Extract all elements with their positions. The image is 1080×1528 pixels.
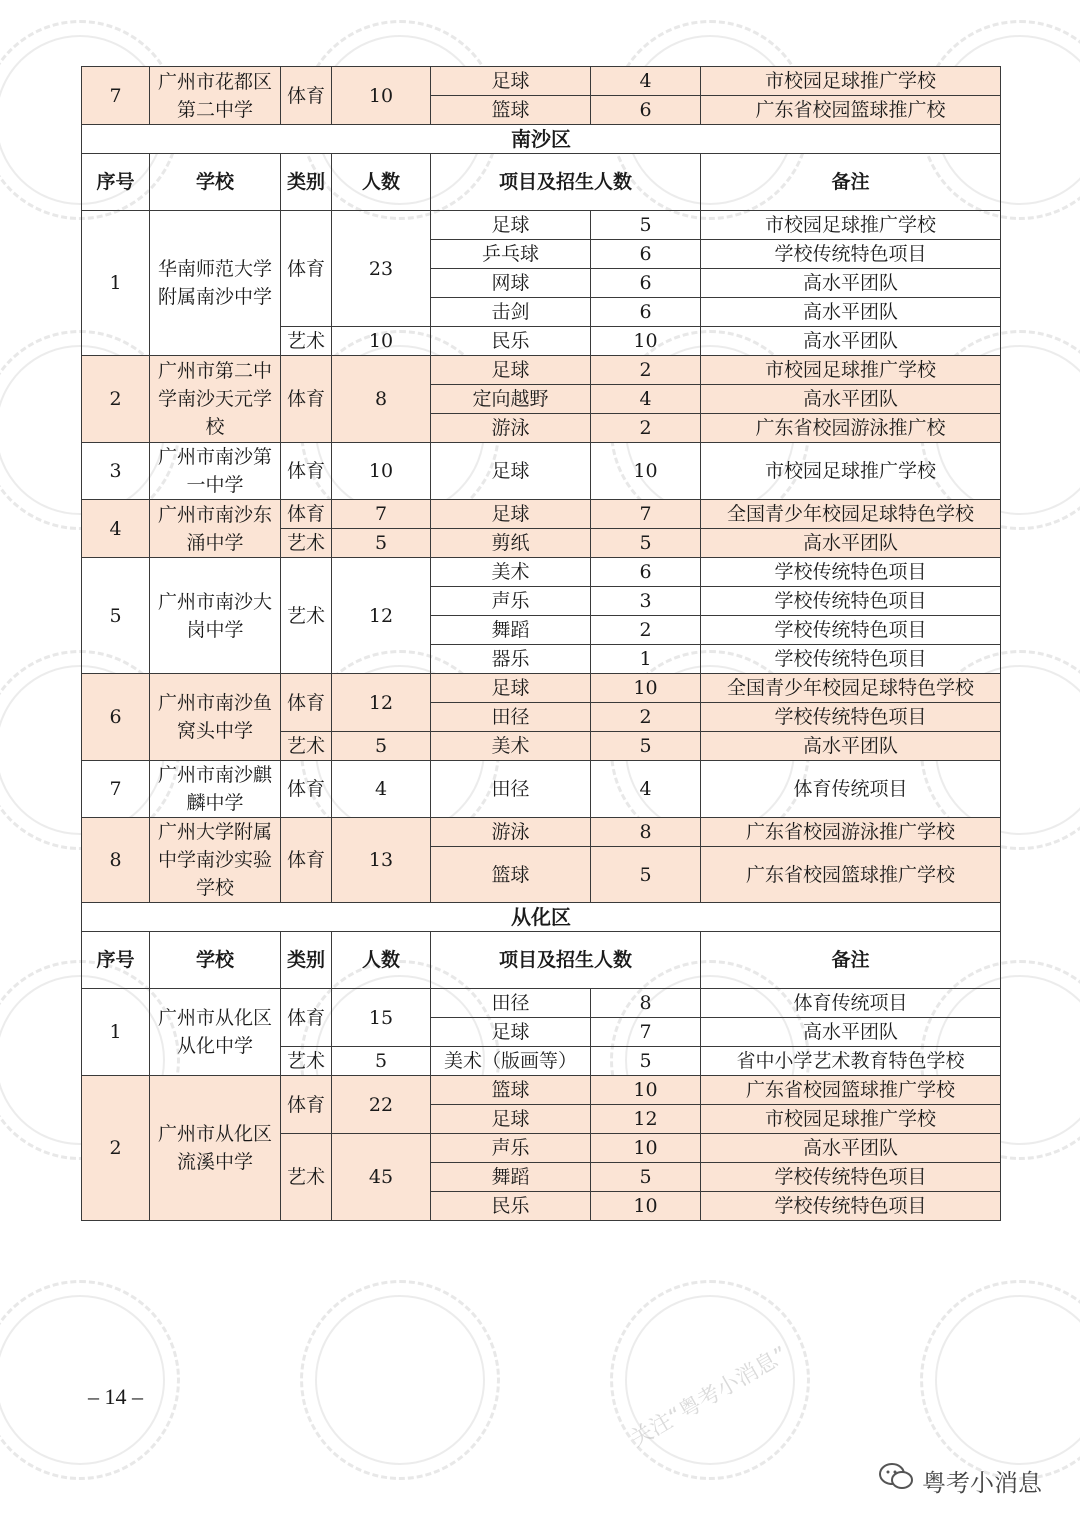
seq-cell: 7 (82, 67, 150, 125)
count-cell: 10 (332, 443, 431, 500)
district-row (82, 125, 1001, 154)
watermark-stamp (920, 1280, 1080, 1480)
note-cell: 学校传统特色项目 (701, 1163, 1001, 1192)
count-cell: 15 (332, 989, 431, 1047)
project-cell: 网球 (431, 269, 591, 298)
count-cell: 5 (332, 1047, 431, 1076)
project-count-cell: 4 (591, 67, 701, 96)
note-cell: 高水平团队 (701, 269, 1001, 298)
category-cell: 体育 (281, 211, 332, 327)
enrollment-table (81, 66, 1001, 1221)
project-count-cell: 6 (591, 240, 701, 269)
project-cell: 足球 (431, 674, 591, 703)
count-cell: 22 (332, 1076, 431, 1134)
category-cell: 艺术 (281, 1134, 332, 1221)
header-school: 学校 (150, 932, 281, 989)
header-seq: 序号 (82, 932, 150, 989)
project-count-cell: 5 (591, 1047, 701, 1076)
project-count-cell: 5 (591, 1163, 701, 1192)
note-cell: 体育传统项目 (701, 761, 1001, 818)
project-count-cell: 6 (591, 298, 701, 327)
project-cell: 足球 (431, 211, 591, 240)
project-cell: 美术 (431, 558, 591, 587)
header-count: 人数 (332, 932, 431, 989)
project-count-cell: 6 (591, 269, 701, 298)
header-category: 类别 (281, 154, 332, 211)
category-cell: 体育 (281, 500, 332, 529)
district-title: 从化区 (82, 903, 1001, 932)
project-count-cell: 6 (591, 558, 701, 587)
project-count-cell: 10 (591, 443, 701, 500)
note-cell: 广东省校园游泳推广校 (701, 414, 1001, 443)
project-cell: 田径 (431, 989, 591, 1018)
wechat-icon (878, 1462, 914, 1498)
table-row (82, 67, 1001, 96)
note-cell: 学校传统特色项目 (701, 616, 1001, 645)
project-cell: 游泳 (431, 414, 591, 443)
table-row (82, 1076, 1001, 1105)
seq-cell: 7 (82, 761, 150, 818)
project-count-cell: 7 (591, 1018, 701, 1047)
district-title: 南沙区 (82, 125, 1001, 154)
project-cell: 足球 (431, 1105, 591, 1134)
count-cell: 4 (332, 761, 431, 818)
note-cell: 高水平团队 (701, 385, 1001, 414)
header-school: 学校 (150, 154, 281, 211)
district-row (82, 903, 1001, 932)
category-cell: 体育 (281, 761, 332, 818)
note-cell: 广东省校园篮球推广校 (701, 96, 1001, 125)
table-row (82, 818, 1001, 847)
note-cell: 市校园足球推广学校 (701, 67, 1001, 96)
count-cell: 12 (332, 674, 431, 732)
header-project: 项目及招生人数 (431, 932, 701, 989)
category-cell: 体育 (281, 67, 332, 125)
school-cell: 华南师范大学附属南沙中学 (150, 211, 281, 356)
school-cell: 广州市南沙东涌中学 (150, 500, 281, 558)
project-cell: 美术（版画等） (431, 1047, 591, 1076)
school-cell: 广州市第二中学南沙天元学校 (150, 356, 281, 443)
project-count-cell: 5 (591, 211, 701, 240)
note-cell: 高水平团队 (701, 529, 1001, 558)
project-cell: 声乐 (431, 1134, 591, 1163)
watermark-stamp (300, 1280, 500, 1480)
school-cell: 广州市南沙第一中学 (150, 443, 281, 500)
project-count-cell: 10 (591, 327, 701, 356)
project-count-cell: 2 (591, 616, 701, 645)
project-count-cell: 2 (591, 414, 701, 443)
header-note: 备注 (701, 154, 1001, 211)
seq-cell: 2 (82, 1076, 150, 1221)
note-cell: 广东省校园篮球推广学校 (701, 1076, 1001, 1105)
table-row (82, 211, 1001, 240)
seq-cell: 6 (82, 674, 150, 761)
project-cell: 足球 (431, 67, 591, 96)
seq-cell: 2 (82, 356, 150, 443)
project-count-cell: 10 (591, 1134, 701, 1163)
count-cell: 10 (332, 67, 431, 125)
project-cell: 民乐 (431, 1192, 591, 1221)
note-cell: 广东省校园游泳推广学校 (701, 818, 1001, 847)
school-cell: 广州市从化区流溪中学 (150, 1076, 281, 1221)
count-cell: 5 (332, 529, 431, 558)
category-cell: 艺术 (281, 558, 332, 674)
project-cell: 舞蹈 (431, 616, 591, 645)
note-cell: 体育传统项目 (701, 989, 1001, 1018)
category-cell: 体育 (281, 674, 332, 732)
header-category: 类别 (281, 932, 332, 989)
category-cell: 艺术 (281, 327, 332, 356)
footer-brand (878, 1462, 1042, 1498)
note-cell: 高水平团队 (701, 327, 1001, 356)
project-cell: 定向越野 (431, 385, 591, 414)
count-cell: 10 (332, 327, 431, 356)
category-cell: 体育 (281, 989, 332, 1047)
header-project: 项目及招生人数 (431, 154, 701, 211)
school-cell: 广州市花都区第二中学 (150, 67, 281, 125)
category-cell: 艺术 (281, 1047, 332, 1076)
category-cell: 体育 (281, 443, 332, 500)
project-count-cell: 10 (591, 674, 701, 703)
school-cell: 广州市南沙麒麟中学 (150, 761, 281, 818)
note-cell: 市校园足球推广学校 (701, 356, 1001, 385)
count-cell: 45 (332, 1134, 431, 1221)
count-cell: 5 (332, 732, 431, 761)
project-count-cell: 7 (591, 500, 701, 529)
project-cell: 器乐 (431, 645, 591, 674)
project-cell: 游泳 (431, 818, 591, 847)
header-note: 备注 (701, 932, 1001, 989)
project-count-cell: 2 (591, 356, 701, 385)
table-row (82, 674, 1001, 703)
project-count-cell: 10 (591, 1076, 701, 1105)
count-cell: 7 (332, 500, 431, 529)
project-cell: 篮球 (431, 96, 591, 125)
note-cell: 市校园足球推广学校 (701, 443, 1001, 500)
note-cell: 学校传统特色项目 (701, 558, 1001, 587)
note-cell: 学校传统特色项目 (701, 703, 1001, 732)
note-cell: 省中小学艺术教育特色学校 (701, 1047, 1001, 1076)
note-cell: 全国青少年校园足球特色学校 (701, 500, 1001, 529)
project-count-cell: 3 (591, 587, 701, 616)
count-cell: 13 (332, 818, 431, 903)
project-count-cell: 2 (591, 703, 701, 732)
project-count-cell: 4 (591, 761, 701, 818)
note-cell: 学校传统特色项目 (701, 240, 1001, 269)
project-cell: 篮球 (431, 1076, 591, 1105)
school-cell: 广州市南沙大岗中学 (150, 558, 281, 674)
seq-cell: 4 (82, 500, 150, 558)
project-cell: 剪纸 (431, 529, 591, 558)
table-row (82, 356, 1001, 385)
note-cell: 学校传统特色项目 (701, 1192, 1001, 1221)
project-cell: 田径 (431, 703, 591, 732)
category-cell: 艺术 (281, 529, 332, 558)
seq-cell: 1 (82, 211, 150, 356)
note-cell: 高水平团队 (701, 298, 1001, 327)
project-cell: 击剑 (431, 298, 591, 327)
count-cell: 8 (332, 356, 431, 443)
project-cell: 美术 (431, 732, 591, 761)
category-cell: 体育 (281, 818, 332, 903)
count-cell: 23 (332, 211, 431, 327)
project-cell: 田径 (431, 761, 591, 818)
school-cell: 广州市南沙鱼窝头中学 (150, 674, 281, 761)
project-count-cell: 5 (591, 529, 701, 558)
project-count-cell: 1 (591, 645, 701, 674)
page-number: – 14 – (88, 1384, 143, 1409)
school-cell: 广州市从化区从化中学 (150, 989, 281, 1076)
count-cell: 12 (332, 558, 431, 674)
project-count-cell: 4 (591, 385, 701, 414)
project-cell: 足球 (431, 356, 591, 385)
project-count-cell: 8 (591, 989, 701, 1018)
table-row (82, 558, 1001, 587)
note-cell: 学校传统特色项目 (701, 587, 1001, 616)
project-cell: 篮球 (431, 847, 591, 903)
category-cell: 体育 (281, 356, 332, 443)
project-cell: 足球 (431, 500, 591, 529)
project-cell: 足球 (431, 1018, 591, 1047)
project-count-cell: 10 (591, 1192, 701, 1221)
header-row (82, 154, 1001, 211)
watermark-text: 关注“粤考小消息” (626, 1342, 793, 1453)
project-cell: 声乐 (431, 587, 591, 616)
project-count-cell: 12 (591, 1105, 701, 1134)
note-cell: 高水平团队 (701, 732, 1001, 761)
brand-name: 粤考小消息 (922, 1468, 1042, 1497)
project-count-cell: 5 (591, 847, 701, 903)
seq-cell: 5 (82, 558, 150, 674)
project-count-cell: 6 (591, 96, 701, 125)
table-row (82, 989, 1001, 1018)
note-cell: 广东省校园篮球推广学校 (701, 847, 1001, 903)
project-count-cell: 8 (591, 818, 701, 847)
seq-cell: 3 (82, 443, 150, 500)
note-cell: 高水平团队 (701, 1018, 1001, 1047)
note-cell: 学校传统特色项目 (701, 645, 1001, 674)
header-row (82, 932, 1001, 989)
note-cell: 市校园足球推广学校 (701, 211, 1001, 240)
seq-cell: 8 (82, 818, 150, 903)
watermark-stamp (0, 1280, 180, 1480)
school-cell: 广州大学附属中学南沙实验学校 (150, 818, 281, 903)
header-seq: 序号 (82, 154, 150, 211)
project-cell: 乒乓球 (431, 240, 591, 269)
header-count: 人数 (332, 154, 431, 211)
note-cell: 市校园足球推广学校 (701, 1105, 1001, 1134)
seq-cell: 1 (82, 989, 150, 1076)
category-cell: 艺术 (281, 732, 332, 761)
note-cell: 全国青少年校园足球特色学校 (701, 674, 1001, 703)
project-cell: 舞蹈 (431, 1163, 591, 1192)
project-cell: 民乐 (431, 327, 591, 356)
note-cell: 高水平团队 (701, 1134, 1001, 1163)
category-cell: 体育 (281, 1076, 332, 1134)
project-count-cell: 5 (591, 732, 701, 761)
project-cell: 足球 (431, 443, 591, 500)
